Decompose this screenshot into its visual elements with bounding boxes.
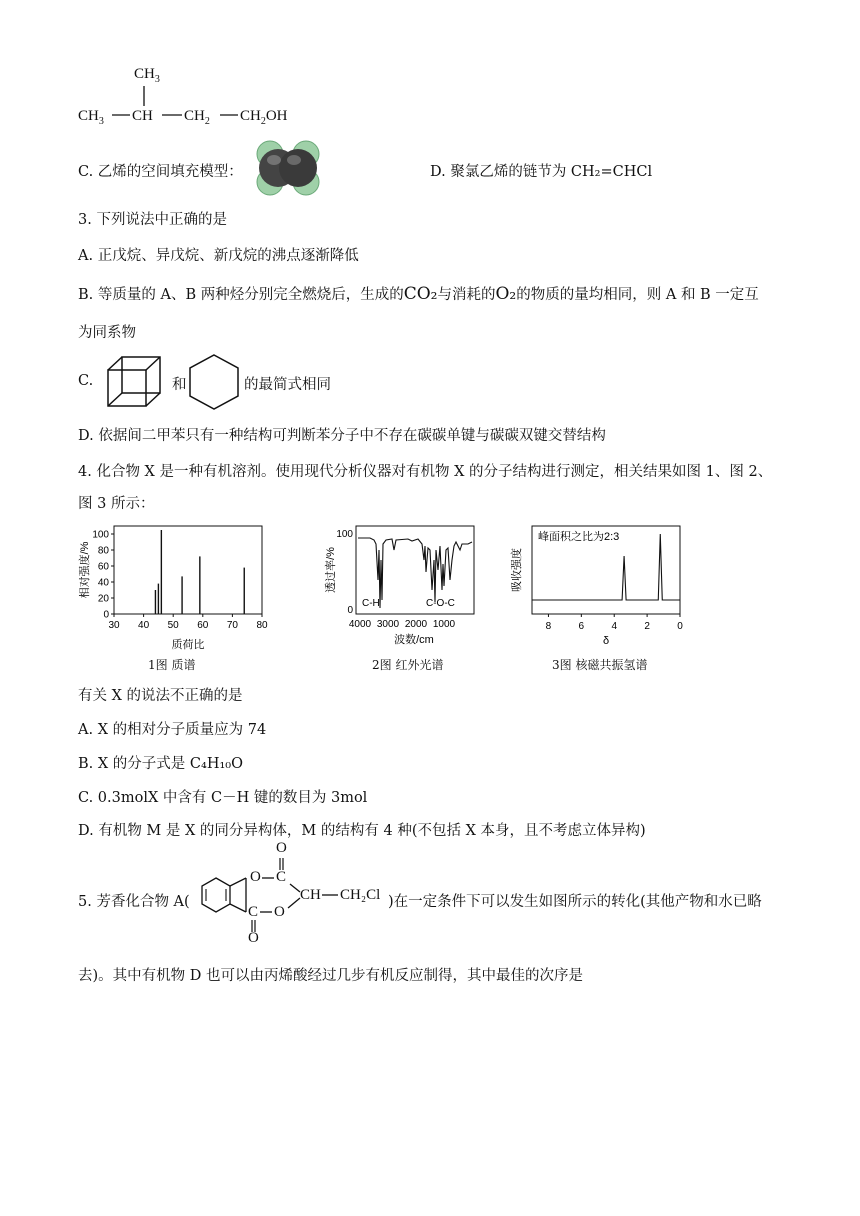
ir-annotation-ch: C-H: [362, 598, 380, 609]
q4-option-d: D. 有机物 M 是 X 的同分异构体，M 的结构有 4 种(不包括 X 本身，且不考虑立体异构): [78, 823, 646, 839]
q2-option-c: C. 乙烯的空间填充模型：: [78, 164, 243, 180]
nmr-xtick-label: 6: [578, 621, 585, 632]
co2-formula: CO₂: [403, 284, 438, 304]
q5-prefix: 5. 芳香化合物 A(: [78, 894, 190, 910]
ms-ytick-label: 0: [103, 609, 109, 621]
ms-caption: 1图 质谱: [148, 658, 196, 672]
structure-top: [78, 66, 318, 130]
ir-xtick-2000: 2000: [404, 619, 428, 630]
struct-ch2oh: $CH_2OH$: [240, 108, 288, 127]
q4-stem-2: 图 3 所示：: [78, 496, 155, 512]
struct-ch2: $CH_2$: [184, 108, 210, 127]
ir-xtick-1000: 1000: [432, 619, 456, 630]
q4-question: 有关 X 的说法不正确的是: [78, 688, 243, 704]
ir-xlabel: 波数/cm: [394, 634, 434, 646]
ms-ytick-label: 80: [97, 545, 109, 557]
ir-ytick-0: 0: [347, 605, 353, 616]
ms-ytick-label: 40: [97, 577, 109, 589]
q3-option-b-part2: 与消耗的: [437, 287, 496, 303]
q3-option-b-part1: B. 等质量的 A、B 两种烃分别完全燃烧后，生成的: [78, 287, 404, 303]
ms-xtick-label: 50: [167, 620, 179, 631]
struct-methyl: $CH_3$: [134, 66, 160, 85]
q5-c1: C: [276, 869, 287, 885]
ms-xtick-label: 70: [226, 620, 238, 631]
cube-icon: [104, 354, 164, 410]
q3-option-b: [78, 283, 759, 304]
q4-stem-1: 4. 化合物 X 是一种有机溶剂。使用现代分析仪器对有机物 X 的分子结构进行测定，相关结果如图 1、图 2、: [78, 464, 773, 480]
cyclohexane-icon: [186, 352, 242, 412]
q5-ch2cl: CH₂Cl: [340, 887, 381, 903]
nmr-spectrum-line: [532, 534, 680, 600]
q5-line2: 去)。其中有机物 D 也可以由丙烯酸经过几步有机反应制得，其中最佳的次序是: [78, 968, 583, 984]
ms-xtick-label: 30: [108, 620, 120, 631]
q5-suffix: )在一定条件下可以发生如图所示的转化(其他产物和水已略: [388, 894, 762, 910]
q5-ring-o2: O: [274, 904, 285, 920]
q5-ring-o1: O: [250, 869, 261, 885]
nmr-xtick-label: 8: [545, 621, 552, 632]
ms-plot-frame: [114, 526, 262, 614]
ms-xtick-label: 40: [138, 620, 150, 631]
q3-option-b-part3: 的物质的量均相同，则 A 和 B 一定互: [516, 287, 759, 303]
ms-xlabel: 质荷比: [171, 639, 205, 651]
q3-option-c-prefix: C.: [78, 373, 94, 389]
ms-ytick-label: 20: [97, 593, 109, 605]
ir-xtick-3000: 3000: [376, 619, 400, 630]
q3-option-c-suffix: 的最简式相同: [244, 377, 331, 393]
nmr-xlabel: δ: [602, 635, 610, 647]
q5-structure: [196, 840, 388, 946]
ms-xtick-label: 80: [256, 620, 268, 631]
ethylene-space-filling-model-icon: [252, 138, 324, 198]
q4-option-b: B. X 的分子式是 C₄H₁₀O: [78, 756, 243, 772]
nmr-ylabel: 吸收强度: [511, 548, 523, 592]
nmr-xtick-label: 0: [677, 621, 683, 632]
nmr-xtick-label: 4: [611, 621, 618, 632]
q3-option-c-and: 和: [172, 377, 187, 393]
mass-spectrum-chart: [76, 520, 276, 654]
ir-annotation-coc: C-O-C: [426, 598, 455, 609]
struct-ch3: $CH_3$: [78, 108, 104, 127]
ir-caption: 2图 红外光谱: [372, 658, 444, 672]
ir-xtick-4000: 4000: [348, 619, 372, 630]
nmr-spectrum-chart: [508, 520, 688, 654]
q5-c2: C: [248, 904, 259, 920]
ms-ylabel: 相对强度/%: [79, 541, 91, 599]
q5-o-bottom: O: [248, 930, 259, 946]
ms-ytick-label: 100: [92, 529, 109, 541]
ir-ytick-100: 100: [336, 529, 353, 540]
nmr-annotation: 峰面积之比为2:3: [538, 531, 620, 543]
q4-option-a: A. X 的相对分子质量应为 74: [78, 722, 267, 738]
o2-formula: O₂: [495, 284, 517, 304]
struct-ch: CH: [132, 108, 153, 124]
q5-o-top: O: [276, 840, 287, 856]
q5-ch: CH: [300, 887, 321, 903]
nmr-xtick-label: 2: [644, 621, 650, 632]
q3-option-a: A. 正戊烷、异戊烷、新戊烷的沸点逐渐降低: [78, 248, 359, 264]
ms-ytick-label: 60: [97, 561, 109, 573]
q3-stem: 3. 下列说法中正确的是: [78, 212, 227, 228]
q2-option-d: D. 聚氯乙烯的链节为 CH₂=CHCl: [430, 164, 653, 180]
nmr-caption: 3图 核磁共振氢谱: [552, 658, 648, 672]
q4-option-c: C. 0.3molX 中含有 C－H 键的数目为 3mol: [78, 790, 368, 806]
ms-xtick-label: 60: [197, 620, 209, 631]
q3-option-b-cont: 为同系物: [78, 325, 136, 341]
q3-option-d: D. 依据间二甲苯只有一种结构可判断苯分子中不存在碳碳单键与碳碳双键交替结构: [78, 428, 606, 444]
ir-ylabel: 透过率/%: [325, 547, 337, 593]
ir-spectrum-chart: [322, 520, 482, 654]
